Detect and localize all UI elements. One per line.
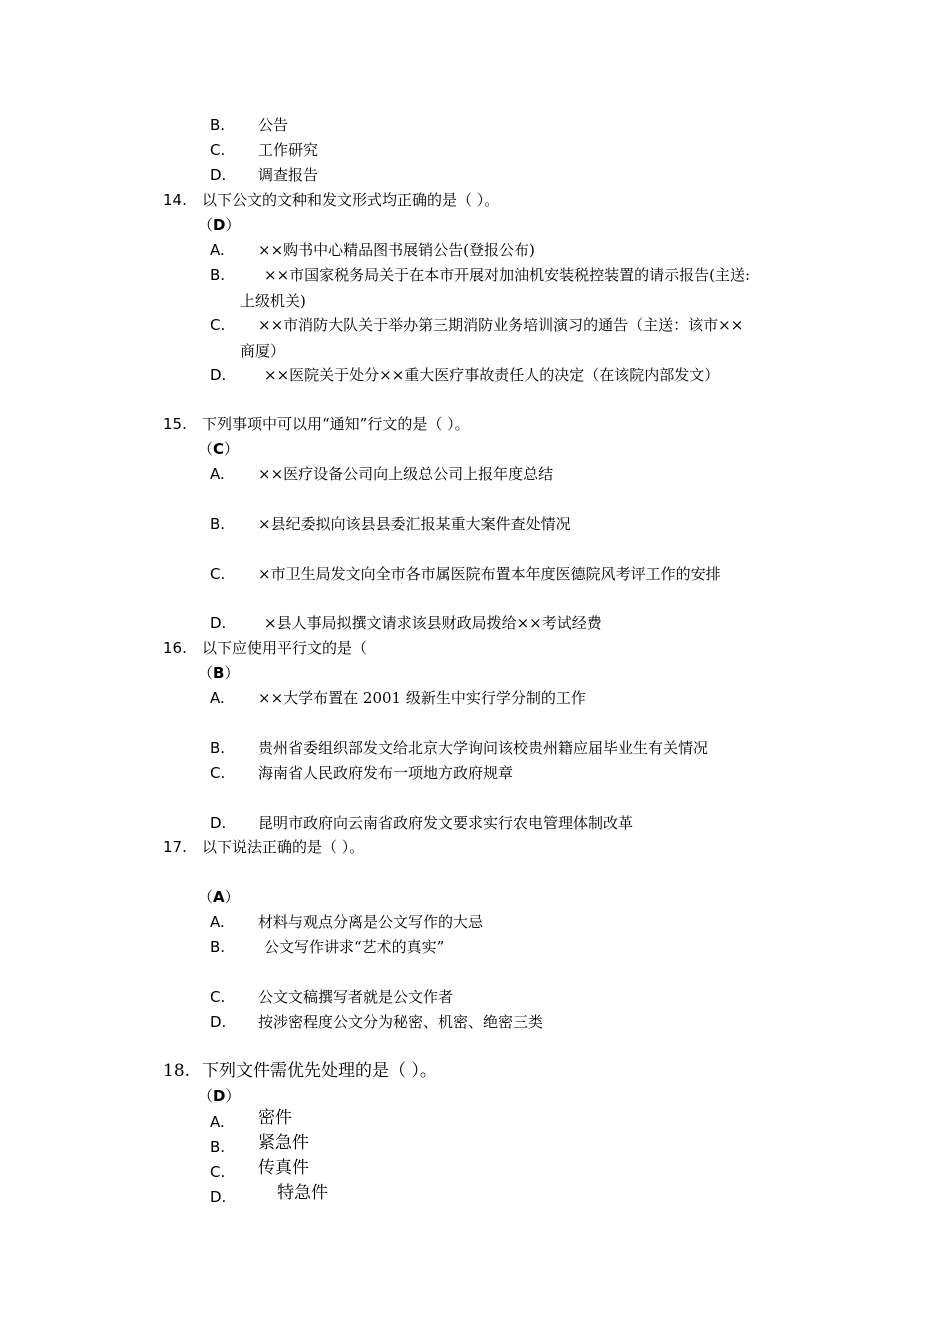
option-letter: D. [210, 814, 227, 832]
option-text: ××医院关于处分××重大医疗事故责任人的决定（在该院内部发文） [264, 366, 720, 384]
answer-key: （D） [198, 1087, 241, 1105]
option-text: 公告 [258, 116, 289, 134]
question-number: 18. [163, 1061, 191, 1081]
option-text: ×县纪委拟向该县县委汇报某重大案件查处情况 [258, 515, 571, 533]
option-letter: A. [210, 1113, 225, 1131]
option-letter: C. [210, 565, 226, 583]
option-text: 按涉密程度公文分为秘密、机密、绝密三类 [258, 1013, 544, 1031]
option-text-continued: 商厦） [240, 342, 286, 360]
option-letter: D. [210, 1013, 227, 1031]
option-letter: B. [210, 116, 226, 134]
answer-key: （A） [198, 888, 240, 906]
option-letter: D. [210, 166, 227, 184]
option-text: 密件 [258, 1108, 292, 1128]
option-letter: B. [210, 938, 226, 956]
question-number: 16. [163, 639, 187, 657]
option-text: 公文写作讲求“艺术的真实” [264, 938, 445, 956]
option-letter: B. [210, 1138, 226, 1156]
option-text: 公文文稿撰写者就是公文作者 [258, 988, 454, 1006]
question-text: 下列文件需优先处理的是（ ）。 [202, 1061, 437, 1081]
option-text: ××医疗设备公司向上级总公司上报年度总结 [258, 465, 554, 483]
answer-key: （B） [198, 664, 240, 682]
option-letter: D. [210, 1188, 227, 1206]
question-text: 以下说法正确的是（ ）。 [202, 838, 365, 856]
option-letter: D. [210, 366, 227, 384]
option-text: ××市消防大队关于举办第三期消防业务培训演习的通告（主送：该市×× [258, 316, 744, 334]
option-text: 材料与观点分离是公文写作的大忌 [258, 913, 484, 931]
answer-key: （D） [198, 216, 241, 234]
option-text: 特急件 [277, 1183, 328, 1203]
option-letter: A. [210, 689, 225, 707]
question-text: 下列事项中可以用“通知”行文的是（ ）。 [202, 415, 470, 433]
option-letter: C. [210, 316, 226, 334]
option-text: ××大学布置在 2001 级新生中实行学分制的工作 [258, 689, 586, 707]
option-letter: B. [210, 739, 226, 757]
option-letter: C. [210, 1163, 226, 1181]
option-text: 传真件 [258, 1158, 309, 1178]
option-text: 调查报告 [258, 166, 319, 184]
option-text-continued: 上级机关) [240, 292, 306, 310]
question-text: 以下公文的文种和发文形式均正确的是（ ）。 [202, 191, 500, 209]
option-letter: A. [210, 913, 225, 931]
option-text: 昆明市政府向云南省政府发文要求实行农电管理体制改革 [258, 814, 634, 832]
question-number: 14. [163, 191, 187, 209]
question-text: 以下应使用平行文的是（ [202, 639, 368, 657]
option-text: 海南省人民政府发布一项地方政府规章 [258, 764, 514, 782]
option-letter: C. [210, 988, 226, 1006]
option-text: ××市国家税务局关于在本市开展对加油机安装税控装置的请示报告(主送: [264, 266, 751, 284]
option-letter: B. [210, 515, 226, 533]
option-letter: B. [210, 266, 226, 284]
option-text: ××购书中心精品图书展销公告(登报公布) [258, 241, 535, 259]
option-text: 紧急件 [258, 1133, 309, 1153]
option-letter: C. [210, 141, 226, 159]
option-letter: C. [210, 764, 226, 782]
option-letter: A. [210, 465, 225, 483]
question-number: 15. [163, 415, 187, 433]
option-text: ×市卫生局发文向全市各市属医院布置本年度医德院风考评工作的安排 [258, 565, 721, 583]
question-number: 17. [163, 838, 187, 856]
option-letter: D. [210, 614, 227, 632]
option-text: ×县人事局拟撰文请求该县财政局拨给××考试经费 [264, 614, 602, 632]
option-text: 工作研究 [258, 141, 319, 159]
answer-key: （C） [198, 440, 240, 458]
option-letter: A. [210, 241, 225, 259]
option-text: 贵州省委组织部发文给北京大学询问该校贵州籍应届毕业生有关情况 [258, 739, 709, 757]
